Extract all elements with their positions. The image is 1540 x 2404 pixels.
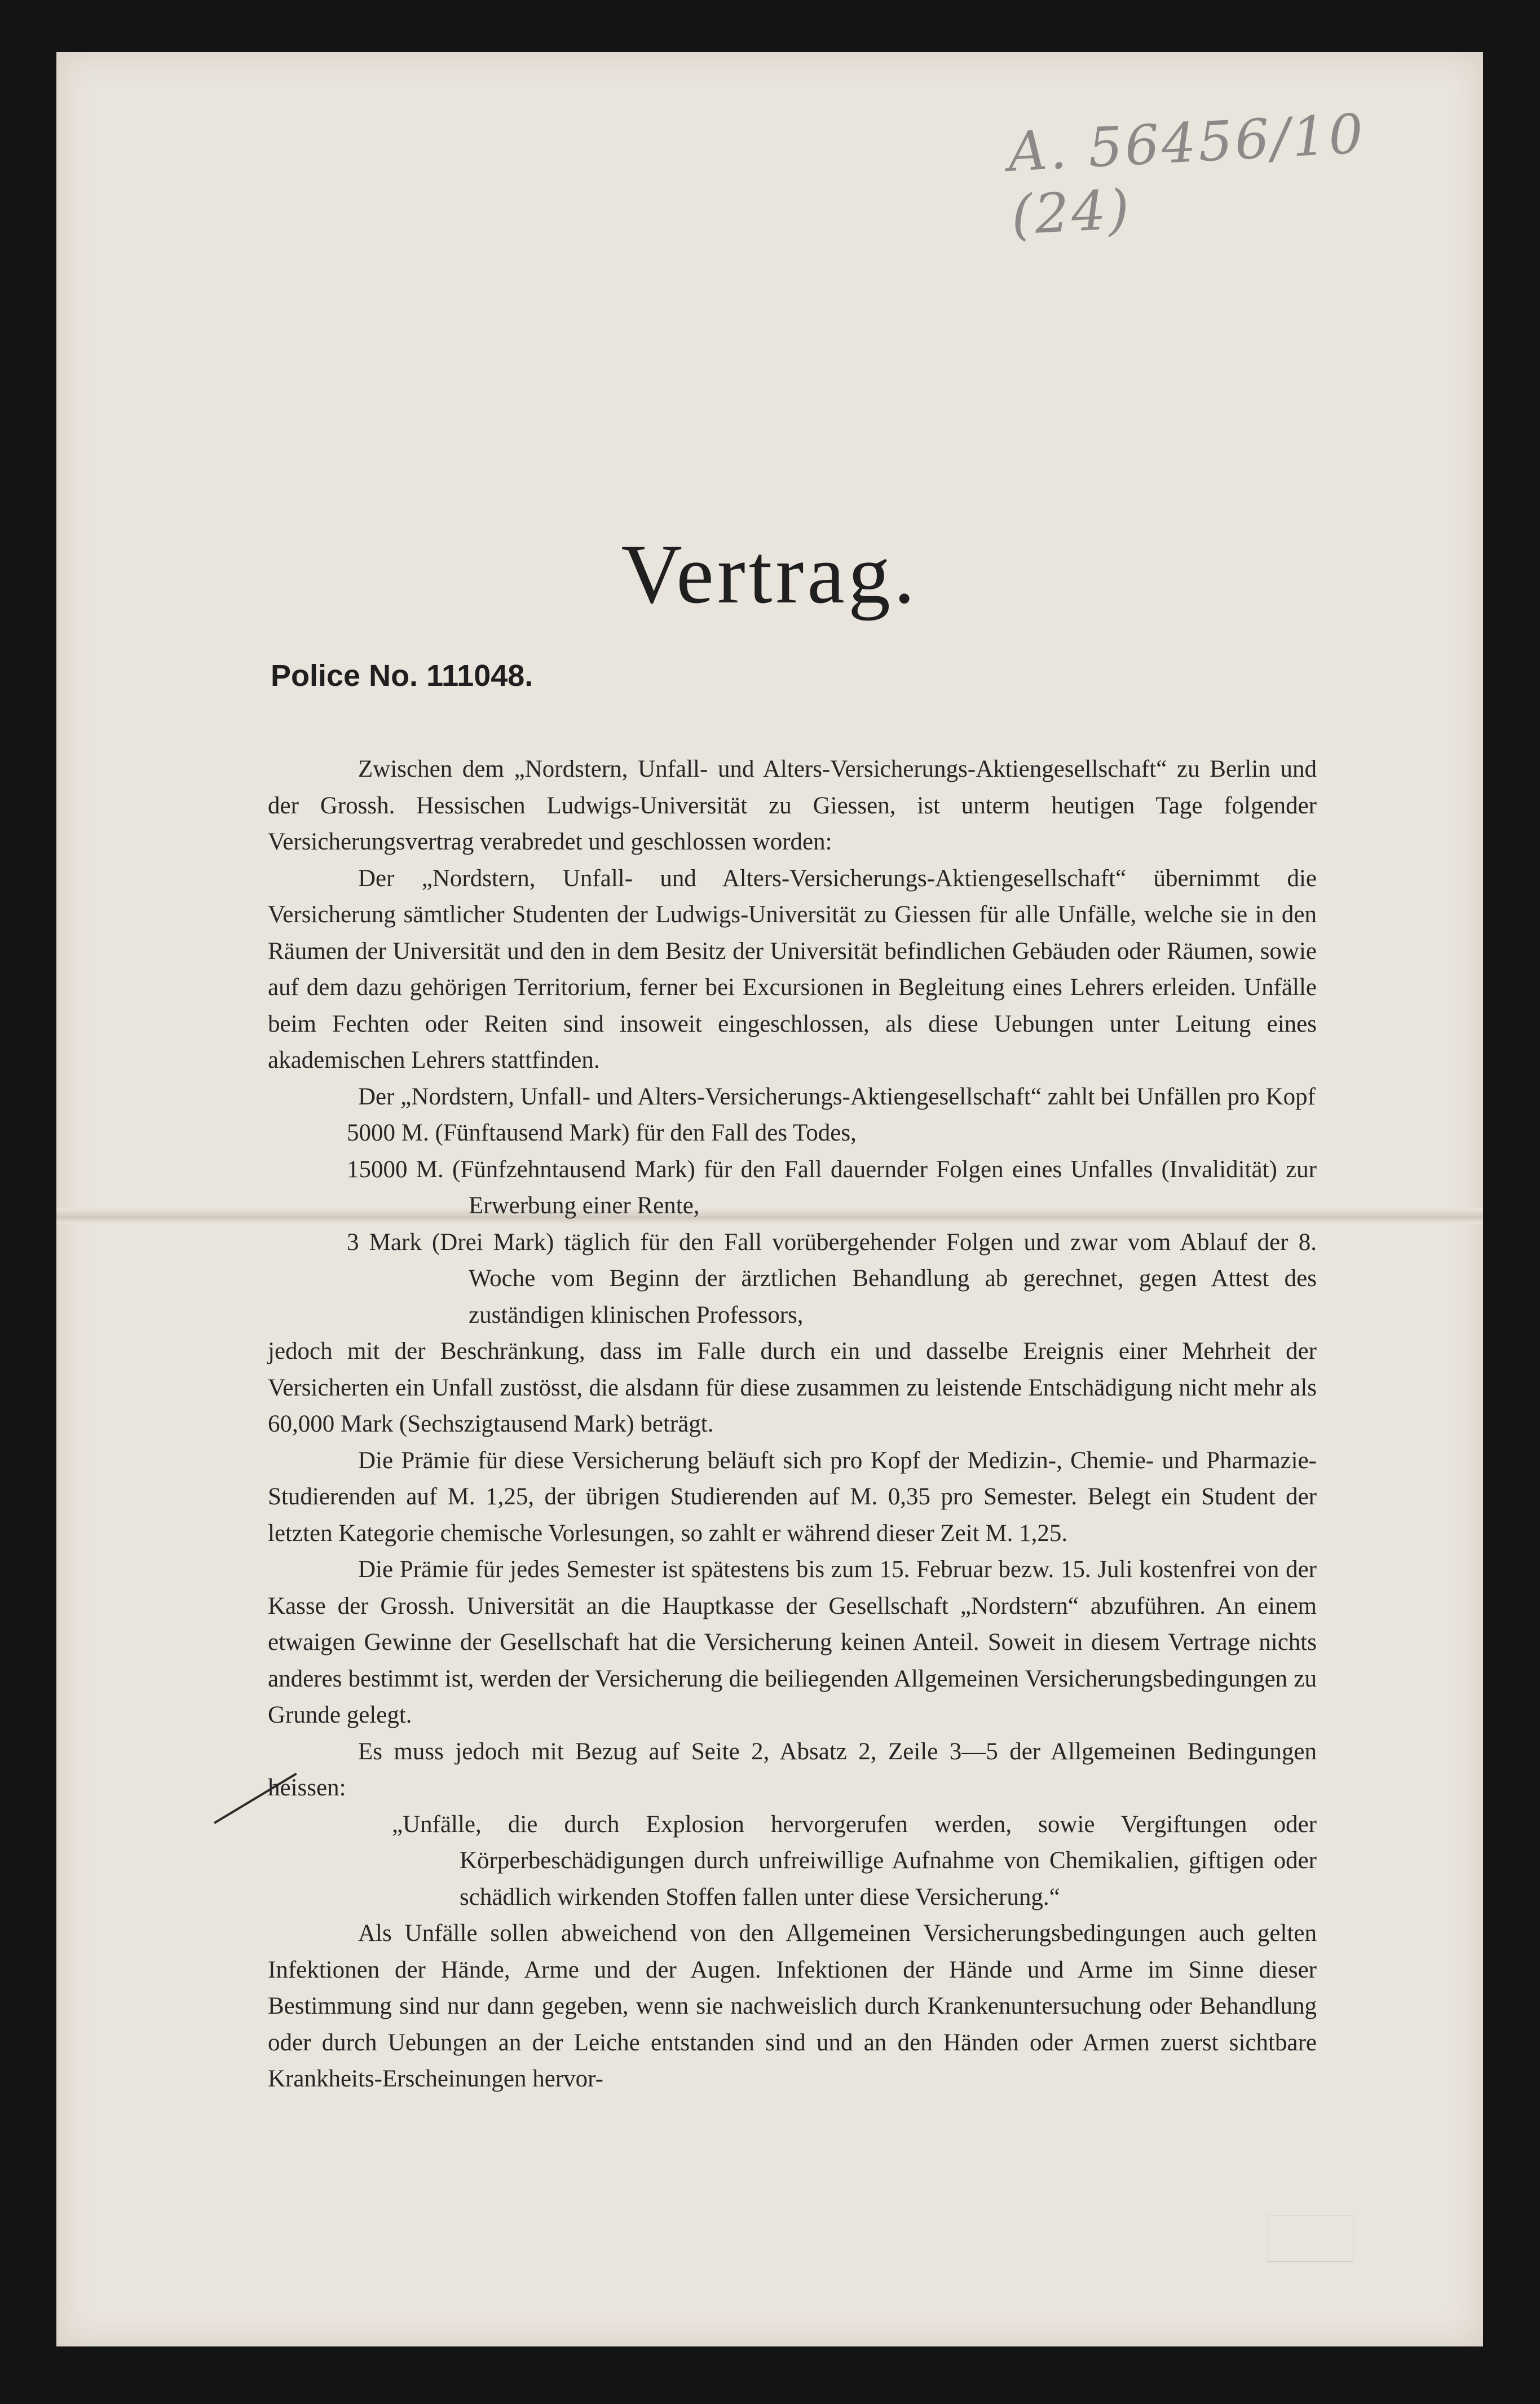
paragraph: Als Unfälle sollen abweichend von den Allgemeinen Versicherungsbedingungen auch gelten Infektionen der Hände, Arme und der Augen. Infektionen der Hände und Arme im Sinne dieser Bestimmung sind nur dann gegeben, wenn sie nachweislich durch Krankenuntersuchung oder Behandlung oder durch Uebungen an der Leiche entstanden sind und an den Händen oder Armen zuerst sichtbare Krankheits-Erscheinungen hervor- — [268, 1920, 1317, 2092]
paragraph: Die Prämie für jedes Semester ist spätestens bis zum 15. Februar bezw. 15. Juli kostenfrei von der Kasse der Grossh. Universität an die Hauptkasse der Gesellschaft „Nordstern“ abzuführen. An einem etwaigen Gewinne der Gesellschaft hat die Versicherung keinen Anteil. Soweit in diesem Vertrage nichts anderes bestimmt ist, werden der Versicherung die beiliegenden Allgemeinen Versicherungsbedingungen zu Grunde gelegt. — [268, 1556, 1317, 1728]
quoted-clause: „Unfälle, die durch Explosion hervorgerufen werden, sowie Vergiftungen oder Körperbeschädigungen durch unfreiwillige Aufnahme von Chemikalien, giftigen oder schädlich wirkenden Stoffen fallen unter diese Versicherung.“ — [392, 1811, 1317, 1910]
document-body — [268, 751, 1317, 2098]
police-number: Police No. 111048. — [271, 659, 533, 693]
paragraph: Zwischen dem „Nordstern, Unfall- und Alters-Versicherungs-Aktiengesellschaft“ zu Berlin und der Grossh. Hessischen Ludwigs-Universität zu Giessen, ist unterm heutigen Tage folgender Versicherungsvertrag verabredet und geschlossen worden: — [268, 756, 1317, 855]
document-page — [56, 52, 1483, 2346]
paragraph: Der „Nordstern, Unfall- und Alters-Versicherungs-Aktiengesellschaft“ zahlt bei Unfällen pro Kopf — [358, 1083, 1316, 1110]
archive-pencil-mark: A. 56456/10 (24) — [1006, 102, 1367, 247]
paragraph: Die Prämie für diese Versicherung beläuft sich pro Kopf der Medizin-, Chemie- und Pharmazie-Studierenden auf M. 1,25, der übrigen Studierenden auf M. 0,35 pro Semester. Belegt ein Student der letzten Kategorie chemische Vorlesungen, so zahlt er während dieser Zeit M. 1,25. — [268, 1447, 1317, 1547]
paragraph: jedoch mit der Beschränkung, dass im Falle durch ein und dasselbe Ereignis einer Mehrheit der Versicherten ein Unfall zustösst, die alsdann für diese zusammen zu leistende Entschädigung nicht mehr als 60,000 Mark (Sechszigtausend Mark) beträgt. — [268, 1338, 1317, 1437]
document-title: Vertrag. — [621, 527, 919, 621]
faint-stamp — [1268, 2216, 1353, 2262]
benefit-item: 15000 M. (Fünfzehntausend Mark) für den Fall dauernder Folgen eines Unfalles (Invalidität) zur Erwerbung einer Rente, — [347, 1156, 1317, 1219]
paragraph: Es muss jedoch mit Bezug auf Seite 2, Absatz 2, Zeile 3—5 der Allgemeinen Bedingungen heissen: — [268, 1738, 1317, 1801]
benefit-item: 3 Mark (Drei Mark) täglich für den Fall vorübergehender Folgen und zwar vom Ablauf der 8. Woche vom Beginn der ärztlichen Behandlung ab gerechnet, gegen Attest des zuständigen klinischen Professors, — [347, 1229, 1317, 1328]
benefit-item: 5000 M. (Fünftausend Mark) für den Fall des Todes, — [347, 1120, 857, 1146]
paragraph: Der „Nordstern, Unfall- und Alters-Versicherungs-Aktiengesellschaft“ übernimmt die Versicherung sämtlicher Studenten der Ludwigs-Universität zu Giessen für alle Unfälle, welche sie in den Räumen der Universität und den in dem Besitz der Universität befindlichen Gebäuden oder Räumen, sowie auf dem dazu gehörigen Territorium, ferner bei Excursionen in Begleitung eines Lehrers erleiden. Unfälle beim Fechten oder Reiten sind insoweit eingeschlossen, als diese Uebungen unter Leitung eines akademischen Lehrers stattfinden. — [268, 865, 1317, 1073]
